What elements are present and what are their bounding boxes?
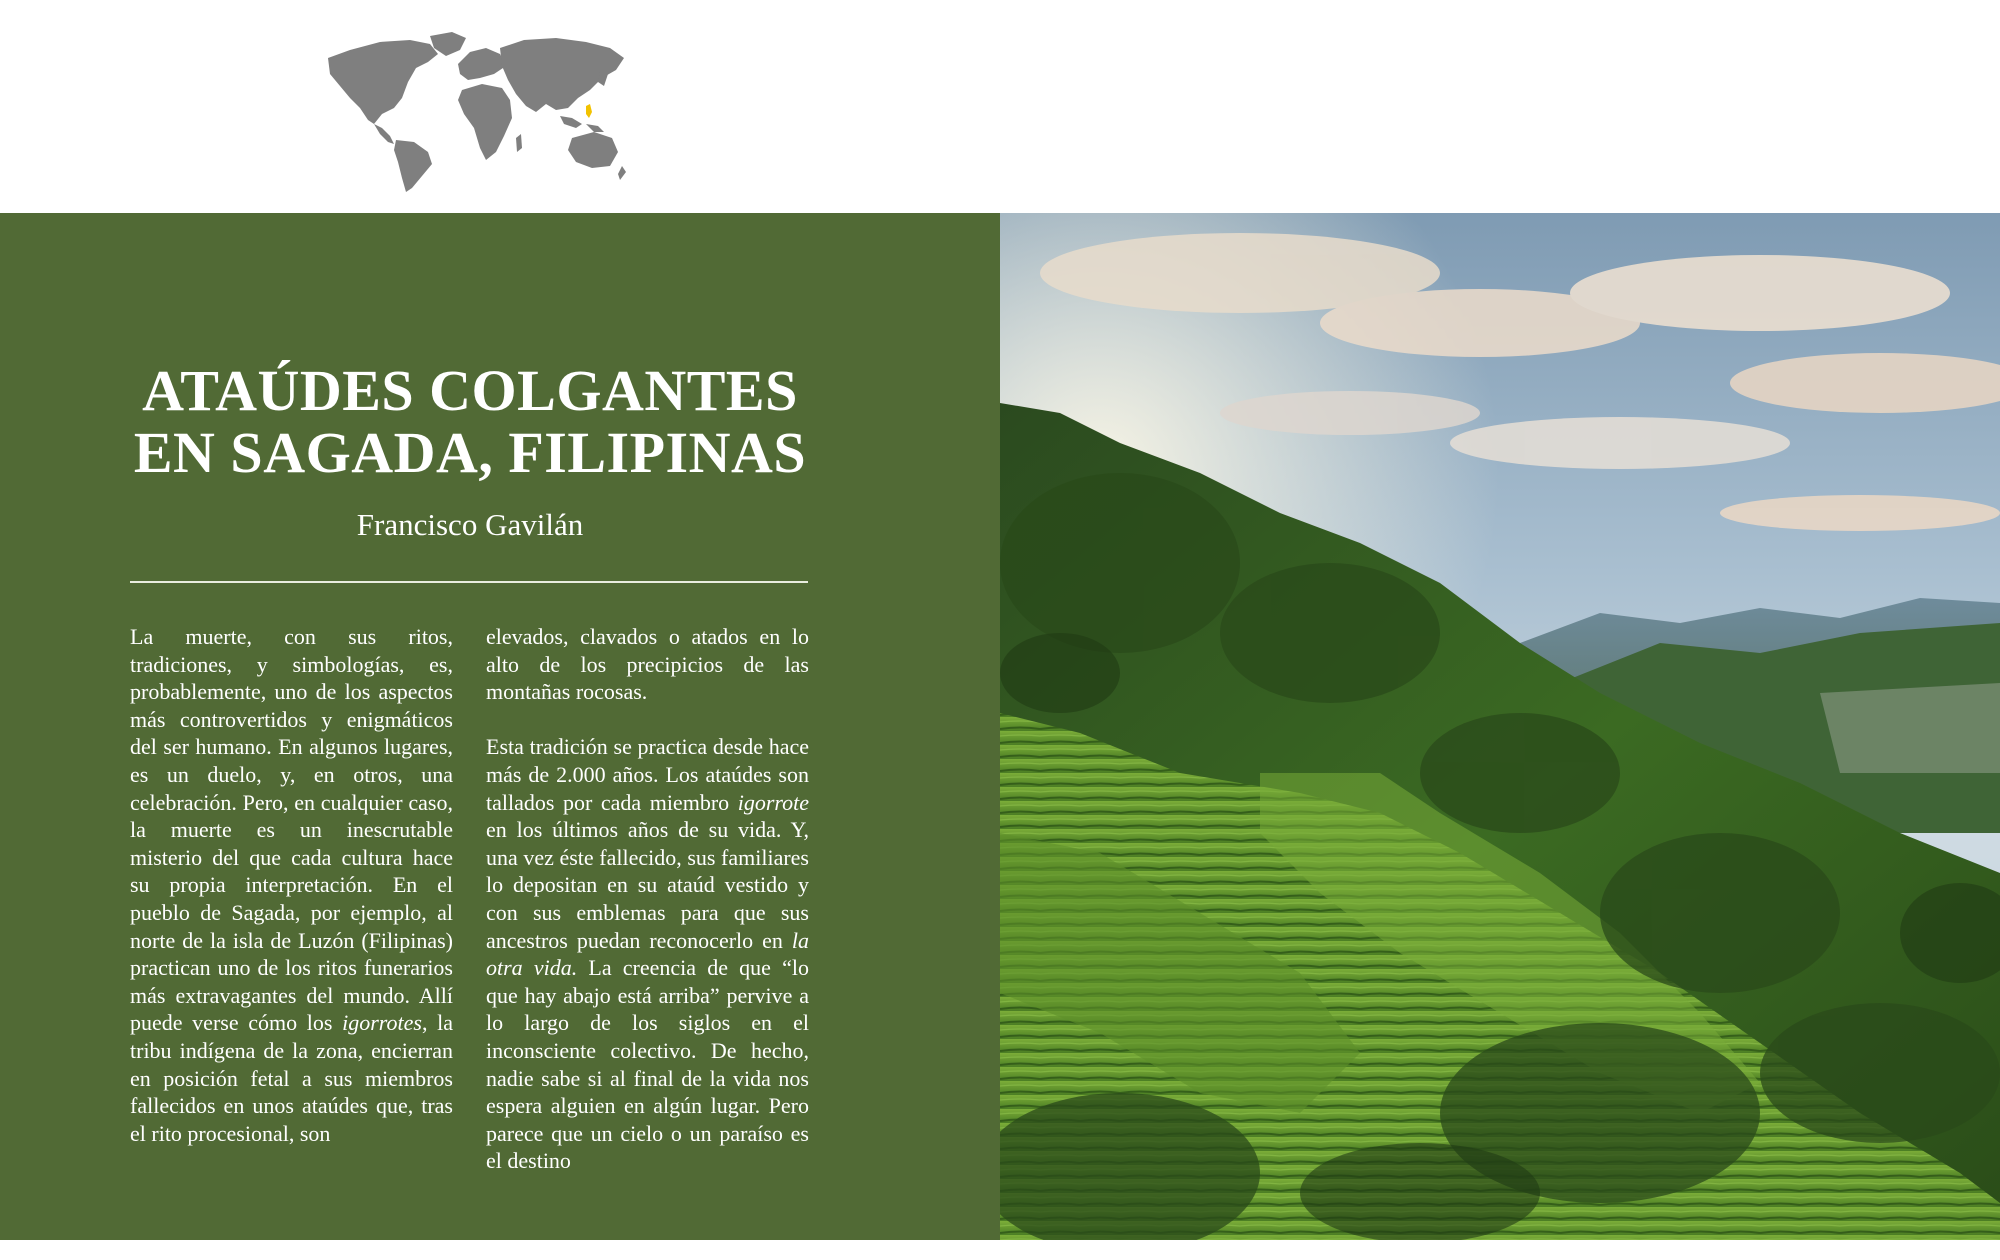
article-author: Francisco Gavilán bbox=[356, 507, 584, 542]
article-title bbox=[0, 360, 940, 484]
text-column-1 bbox=[130, 623, 453, 1175]
column2-italic-a: igorrote bbox=[737, 789, 809, 815]
title-line-1: ATAÚDES COLGANTES bbox=[142, 358, 798, 423]
page-bottom-margin bbox=[0, 1240, 2000, 1260]
column1-paragraph bbox=[130, 623, 453, 1147]
landscape-image bbox=[1000, 213, 2000, 1240]
world-map-icon bbox=[310, 28, 630, 193]
title-divider bbox=[130, 581, 808, 583]
column1-text-b: , la tribu indígena de la zona, encierran en posición fetal a sus miembros fallecidos en unos ataúdes que, tras el rito procesional, son bbox=[130, 1010, 453, 1146]
column2-text-b: en los últimos años de su vida. Y, una vez éste fallecido, sus familiares lo depositan en su ataúd vestido y con sus emblemas para que sus ancestros puedan reconocerlo en bbox=[486, 817, 809, 953]
column2-italic-b: la otra vida. bbox=[486, 927, 809, 981]
column2-paragraph-2 bbox=[486, 733, 809, 1175]
philippines-marker bbox=[586, 104, 592, 118]
title-line-2: EN SAGADA, FILIPINAS bbox=[133, 420, 807, 485]
column2-text-c: La creencia de que “lo que hay abajo está arriba” pervive a lo largo de los siglos en el inconsciente colectivo. De hecho, nadie sabe si al final de la vida nos espera alguien en algún lugar. Pero parece que un cielo o un paraíso es el destino bbox=[486, 955, 809, 1174]
text-column-2 bbox=[486, 623, 809, 1202]
column1-italic-a: igorrotes bbox=[342, 1010, 422, 1036]
column2-text-a: Esta tradición se practica desde hace más de 2.000 años. Los ataúdes son tallados por cada miembro bbox=[486, 734, 809, 815]
column2-paragraph-1: elevados, clavados o atados en lo alto de los precipicios de las montañas rocosas. bbox=[486, 624, 809, 705]
world-map-locator bbox=[310, 28, 630, 193]
column1-text-a: La muerte, con sus ritos, tradiciones, y simbologías, es, probablemente, uno de los aspectos más controvertidos y enigmáticos del ser humano. En algunos lugares, es un duelo, y, en otros, una celebración. Pero, en cualquier caso, la muerte es un inescrutable misterio del que cada cultura hace su propia interpretación. En el pueblo de Sagada, por ejemplo, al norte de la isla de Luzón (Filipinas) practican uno de los ritos funerarios más extravagantes del mundo. Allí puede verse cómo los bbox=[130, 624, 453, 1036]
rice-terraces-photo bbox=[1000, 213, 2000, 1240]
